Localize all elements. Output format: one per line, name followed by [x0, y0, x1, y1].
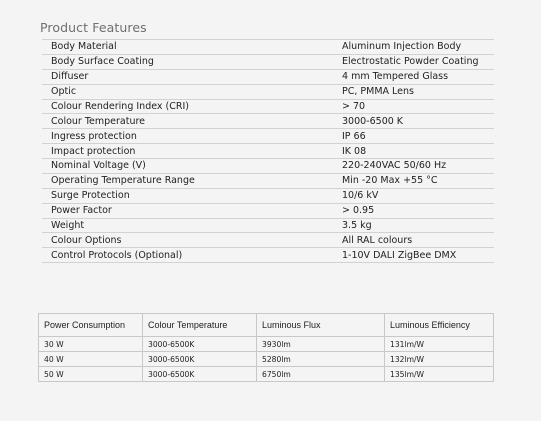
cell-luminous-flux: 6750lm — [257, 367, 385, 382]
cell-luminous-efficiency: 135lm/W — [385, 367, 494, 382]
feature-value: IK 08 — [333, 144, 494, 159]
column-header-luminous-efficiency: Luminous Efficiency — [385, 314, 494, 337]
feature-label: Ingress protection — [42, 129, 333, 144]
feature-row — [42, 129, 494, 144]
cell-luminous-efficiency: 132lm/W — [385, 352, 494, 367]
feature-row — [42, 99, 494, 114]
feature-value: IP 66 — [333, 129, 494, 144]
feature-value: Aluminum Injection Body — [333, 40, 494, 55]
power-specs-table — [38, 313, 494, 382]
table-row — [39, 367, 494, 382]
cell-luminous-flux: 3930lm — [257, 337, 385, 352]
cell-luminous-flux: 5280lm — [257, 352, 385, 367]
feature-value: 3000-6500 K — [333, 114, 494, 129]
feature-value: > 70 — [333, 99, 494, 114]
product-features-table — [42, 39, 494, 263]
feature-row — [42, 233, 494, 248]
feature-label: Colour Temperature — [42, 114, 333, 129]
feature-row — [42, 173, 494, 188]
feature-row — [42, 188, 494, 203]
cell-colour-temperature: 3000-6500K — [143, 337, 257, 352]
feature-label: Optic — [42, 84, 333, 99]
feature-value: All RAL colours — [333, 233, 494, 248]
table-header-row — [39, 314, 494, 337]
feature-value: PC, PMMA Lens — [333, 84, 494, 99]
feature-value: 4 mm Tempered Glass — [333, 69, 494, 84]
cell-colour-temperature: 3000-6500K — [143, 352, 257, 367]
feature-value: Electrostatic Powder Coating — [333, 54, 494, 69]
feature-label: Operating Temperature Range — [42, 173, 333, 188]
table-row — [39, 352, 494, 367]
feature-label: Weight — [42, 218, 333, 233]
feature-row — [42, 84, 494, 99]
section-title: Product Features — [40, 20, 147, 35]
feature-row — [42, 69, 494, 84]
cell-power: 40 W — [39, 352, 143, 367]
cell-luminous-efficiency: 131lm/W — [385, 337, 494, 352]
column-header-luminous-flux: Luminous Flux — [257, 314, 385, 337]
column-header-power: Power Consumption — [39, 314, 143, 337]
cell-power: 30 W — [39, 337, 143, 352]
feature-value: 1-10V DALI ZigBee DMX — [333, 248, 494, 263]
cell-power: 50 W — [39, 367, 143, 382]
feature-row — [42, 40, 494, 55]
feature-label: Colour Options — [42, 233, 333, 248]
feature-value: 3.5 kg — [333, 218, 494, 233]
feature-label: Power Factor — [42, 203, 333, 218]
feature-label: Surge Protection — [42, 188, 333, 203]
feature-label: Body Surface Coating — [42, 54, 333, 69]
feature-row — [42, 159, 494, 174]
feature-row — [42, 203, 494, 218]
feature-row — [42, 248, 494, 263]
feature-label: Colour Rendering Index (CRI) — [42, 99, 333, 114]
feature-row — [42, 54, 494, 69]
feature-label: Nominal Voltage (V) — [42, 159, 333, 174]
feature-value: > 0.95 — [333, 203, 494, 218]
feature-row — [42, 114, 494, 129]
feature-value: 10/6 kV — [333, 188, 494, 203]
feature-value: Min -20 Max +55 °C — [333, 173, 494, 188]
feature-label: Body Material — [42, 40, 333, 55]
feature-label: Impact protection — [42, 144, 333, 159]
feature-label: Diffuser — [42, 69, 333, 84]
column-header-colour-temperature: Colour Temperature — [143, 314, 257, 337]
feature-value: 220-240VAC 50/60 Hz — [333, 159, 494, 174]
cell-colour-temperature: 3000-6500K — [143, 367, 257, 382]
table-row — [39, 337, 494, 352]
feature-row — [42, 144, 494, 159]
feature-row — [42, 218, 494, 233]
feature-label: Control Protocols (Optional) — [42, 248, 333, 263]
